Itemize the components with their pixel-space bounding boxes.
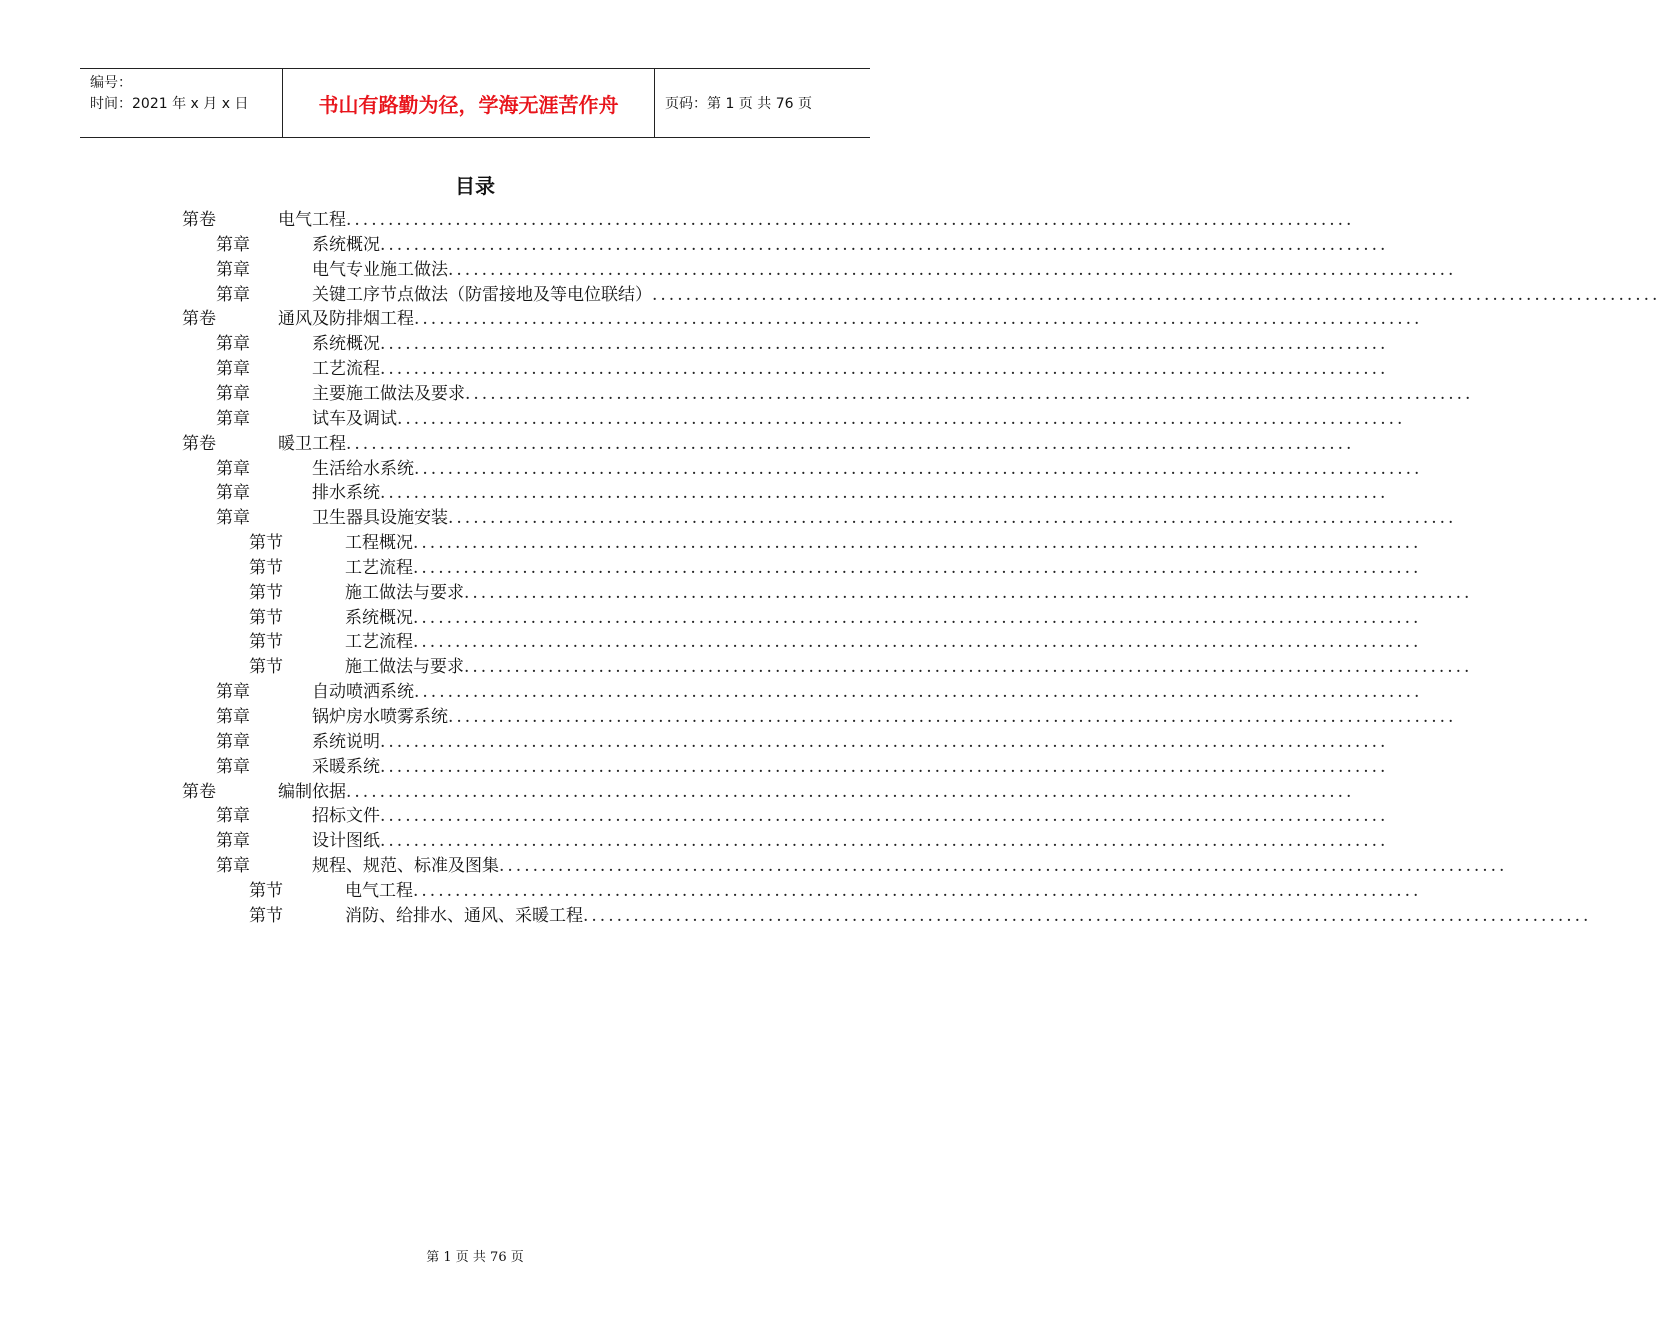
toc-entry[interactable] xyxy=(249,606,1422,631)
toc-leader-dots: ........................................................................................................................ xyxy=(413,880,1422,901)
toc-entry[interactable] xyxy=(216,457,1423,482)
toc-entry-number: 第章 xyxy=(216,707,250,727)
toc-leader-dots: ........................................................................................................................ xyxy=(414,682,1423,703)
toc-leader-dots: ........................................................................................................................ xyxy=(380,731,1389,752)
toc-leader-dots: ........................................................................................................................ xyxy=(346,781,1355,802)
toc-entry-title: 采暖系统 xyxy=(312,756,380,777)
toc-entry[interactable] xyxy=(249,630,1422,655)
toc-entry-number: 第章 xyxy=(216,408,250,429)
toc-entry-title: 排水系统 xyxy=(312,483,380,504)
toc-entry[interactable] xyxy=(249,581,1473,606)
toc-leader-dots: ........................................................................................................................ xyxy=(499,856,1508,877)
toc-leader-dots: ........................................................................................................................ xyxy=(413,607,1422,628)
toc-entry-number: 第节 xyxy=(249,880,283,901)
toc-entry-title: 电气工程 xyxy=(345,880,413,901)
toc-entry-title: 生活给水系统 xyxy=(312,458,414,479)
toc-leader-dots: ........................................................................................................................ xyxy=(464,582,1473,603)
toc-entry[interactable] xyxy=(216,233,1389,258)
toc-entry-number: 第章 xyxy=(216,259,250,280)
toc-entry-number: 第节 xyxy=(249,557,283,578)
toc-entry-number: 第卷 xyxy=(182,433,216,454)
toc-leader-dots: ........................................................................................................................ xyxy=(652,284,1660,305)
toc-entry-title: 系统概况 xyxy=(312,334,380,355)
document-date-label: 时间：2021 年 x 月 x 日 xyxy=(90,96,249,112)
toc-entry[interactable] xyxy=(249,879,1422,904)
toc-entry-number: 第节 xyxy=(249,657,283,678)
toc-entry-title: 消防、给排水、通风、采暖工程 xyxy=(345,905,583,926)
toc-entry-number: 第节 xyxy=(249,607,283,628)
toc-entry-number: 第节 xyxy=(249,582,283,603)
toc-entry-title: 通风及防排烟工程 xyxy=(278,309,414,330)
toc-entry-number: 第章 xyxy=(216,756,250,777)
toc-entry[interactable] xyxy=(216,357,1389,382)
toc-entry-title: 锅炉房水喷雾系统 xyxy=(312,707,448,727)
toc-entry[interactable] xyxy=(182,307,1423,332)
toc-entry[interactable] xyxy=(249,531,1422,556)
toc-leader-dots: ........................................................................................................................ xyxy=(380,334,1389,355)
toc-entry-number: 第节 xyxy=(249,905,283,926)
toc-entry[interactable] xyxy=(216,730,1389,755)
toc-entry-number: 第章 xyxy=(216,383,250,404)
toc-entry-title: 规程、规范、标准及图集 xyxy=(312,856,499,877)
toc-entry-number: 第节 xyxy=(249,632,283,653)
toc-leader-dots: ........................................................................................................................ xyxy=(397,408,1406,429)
toc-entry-title: 设计图纸 xyxy=(312,831,380,852)
toc-entry-title: 电气工程 xyxy=(278,210,346,230)
toc-entry[interactable] xyxy=(216,407,1406,432)
toc-entry-number: 第卷 xyxy=(182,210,216,230)
toc-entry-number: 第章 xyxy=(216,359,250,380)
toc-entry[interactable] xyxy=(216,829,1389,854)
toc-entry-title: 自动喷洒系统 xyxy=(312,682,414,703)
toc-entry[interactable] xyxy=(216,506,1457,531)
toc-entry-title: 施工做法与要求 xyxy=(345,657,464,678)
toc-leader-dots: ........................................................................................................................ xyxy=(346,433,1355,454)
toc-entry[interactable] xyxy=(216,705,1457,730)
toc-leader-dots: ........................................................................................................................ xyxy=(380,483,1389,504)
toc-entry-title: 工艺流程 xyxy=(345,557,413,578)
toc-entry-title: 工艺流程 xyxy=(312,359,380,380)
toc-entry-title: 系统概况 xyxy=(345,607,413,628)
toc-entry-number: 第卷 xyxy=(182,781,216,802)
toc-entry[interactable] xyxy=(216,854,1508,879)
toc-entry[interactable] xyxy=(216,332,1389,357)
toc-entry-title: 工程概况 xyxy=(345,533,413,554)
header-meta xyxy=(80,69,282,137)
toc-leader-dots: ........................................................................................................................ xyxy=(448,707,1457,727)
toc-leader-dots: ........................................................................................................................ xyxy=(465,383,1474,404)
toc-entry-number: 第章 xyxy=(216,682,250,703)
toc-entry[interactable] xyxy=(249,904,1592,929)
toc-leader-dots: ........................................................................................................................ xyxy=(413,557,1422,578)
toc-entry-title: 施工做法与要求 xyxy=(345,582,464,603)
toc-entry-title: 电气专业施工做法 xyxy=(312,259,448,280)
toc-entry-number: 第章 xyxy=(216,731,250,752)
toc-entry-title: 编制依据 xyxy=(278,781,346,802)
toc-entry[interactable] xyxy=(216,283,1660,308)
document-number-label: 编号： xyxy=(90,75,132,91)
toc-entry[interactable] xyxy=(216,481,1389,506)
toc-entry[interactable] xyxy=(249,556,1422,581)
toc-entry-number: 第卷 xyxy=(182,309,216,330)
toc-entry-number: 第章 xyxy=(216,508,250,529)
toc-title: 目录 xyxy=(455,174,495,198)
toc-leader-dots: ........................................................................................................................ xyxy=(414,309,1423,330)
toc-entry-title: 系统说明 xyxy=(312,731,380,752)
toc-entry[interactable] xyxy=(249,655,1473,680)
toc-entry-number: 第节 xyxy=(249,533,283,554)
toc-entry-number: 第章 xyxy=(216,856,250,877)
header-page-number: 页码：第 1 页 共 76 页 xyxy=(665,96,812,112)
toc-entry-number: 第章 xyxy=(216,284,250,305)
toc-entry-number: 第章 xyxy=(216,831,250,852)
header-motto: 书山有路勤为径，学海无涯苦作舟 xyxy=(282,69,655,137)
toc-leader-dots: ........................................................................................................................ xyxy=(380,806,1389,827)
toc-entry[interactable] xyxy=(216,258,1457,283)
toc-entry[interactable] xyxy=(216,804,1389,829)
toc-entry-number: 第章 xyxy=(216,234,250,255)
toc-entry-number: 第章 xyxy=(216,334,250,355)
toc-entry[interactable] xyxy=(216,382,1474,407)
toc-entry[interactable] xyxy=(182,432,1355,457)
toc-entry-title: 试车及调试 xyxy=(312,408,397,429)
toc-entry-title: 工艺流程 xyxy=(345,632,413,653)
toc-entry-title: 招标文件 xyxy=(312,806,380,827)
toc-leader-dots: ........................................................................................................................ xyxy=(583,905,1592,926)
toc-leader-dots: ........................................................................................................................ xyxy=(346,210,1355,230)
toc-entry-title: 暖卫工程 xyxy=(278,433,346,454)
toc-entry-title: 关键工序节点做法（防雷接地及等电位联结） xyxy=(312,284,652,305)
toc-entry-number: 第章 xyxy=(216,483,250,504)
toc-entry-title: 主要施工做法及要求 xyxy=(312,383,465,404)
toc-entry[interactable] xyxy=(182,780,1355,805)
toc-leader-dots: ........................................................................................................................ xyxy=(380,359,1389,380)
toc-entry[interactable] xyxy=(216,755,1389,780)
toc-entry-title: 系统概况 xyxy=(312,234,380,255)
toc-leader-dots: ........................................................................................................................ xyxy=(380,756,1389,777)
toc-entry-number: 第章 xyxy=(216,806,250,827)
toc-entry[interactable] xyxy=(182,208,1355,233)
toc-leader-dots: ........................................................................................................................ xyxy=(414,458,1423,479)
page-footer: 第 1 页 共 76 页 xyxy=(426,1250,524,1265)
toc-leader-dots: ........................................................................................................................ xyxy=(380,234,1389,255)
toc-leader-dots: ........................................................................................................................ xyxy=(464,657,1473,678)
toc-leader-dots: ........................................................................................................................ xyxy=(448,259,1457,280)
toc-entry-number: 第章 xyxy=(216,458,250,479)
toc-leader-dots: ........................................................................................................................ xyxy=(380,831,1389,852)
toc-leader-dots: ........................................................................................................................ xyxy=(413,632,1422,653)
toc-leader-dots: ........................................................................................................................ xyxy=(413,533,1422,554)
toc-leader-dots: ........................................................................................................................ xyxy=(448,508,1457,529)
toc-entry-title: 卫生器具设施安装 xyxy=(312,508,448,529)
page-header xyxy=(80,68,870,138)
toc-entry[interactable] xyxy=(216,680,1423,705)
